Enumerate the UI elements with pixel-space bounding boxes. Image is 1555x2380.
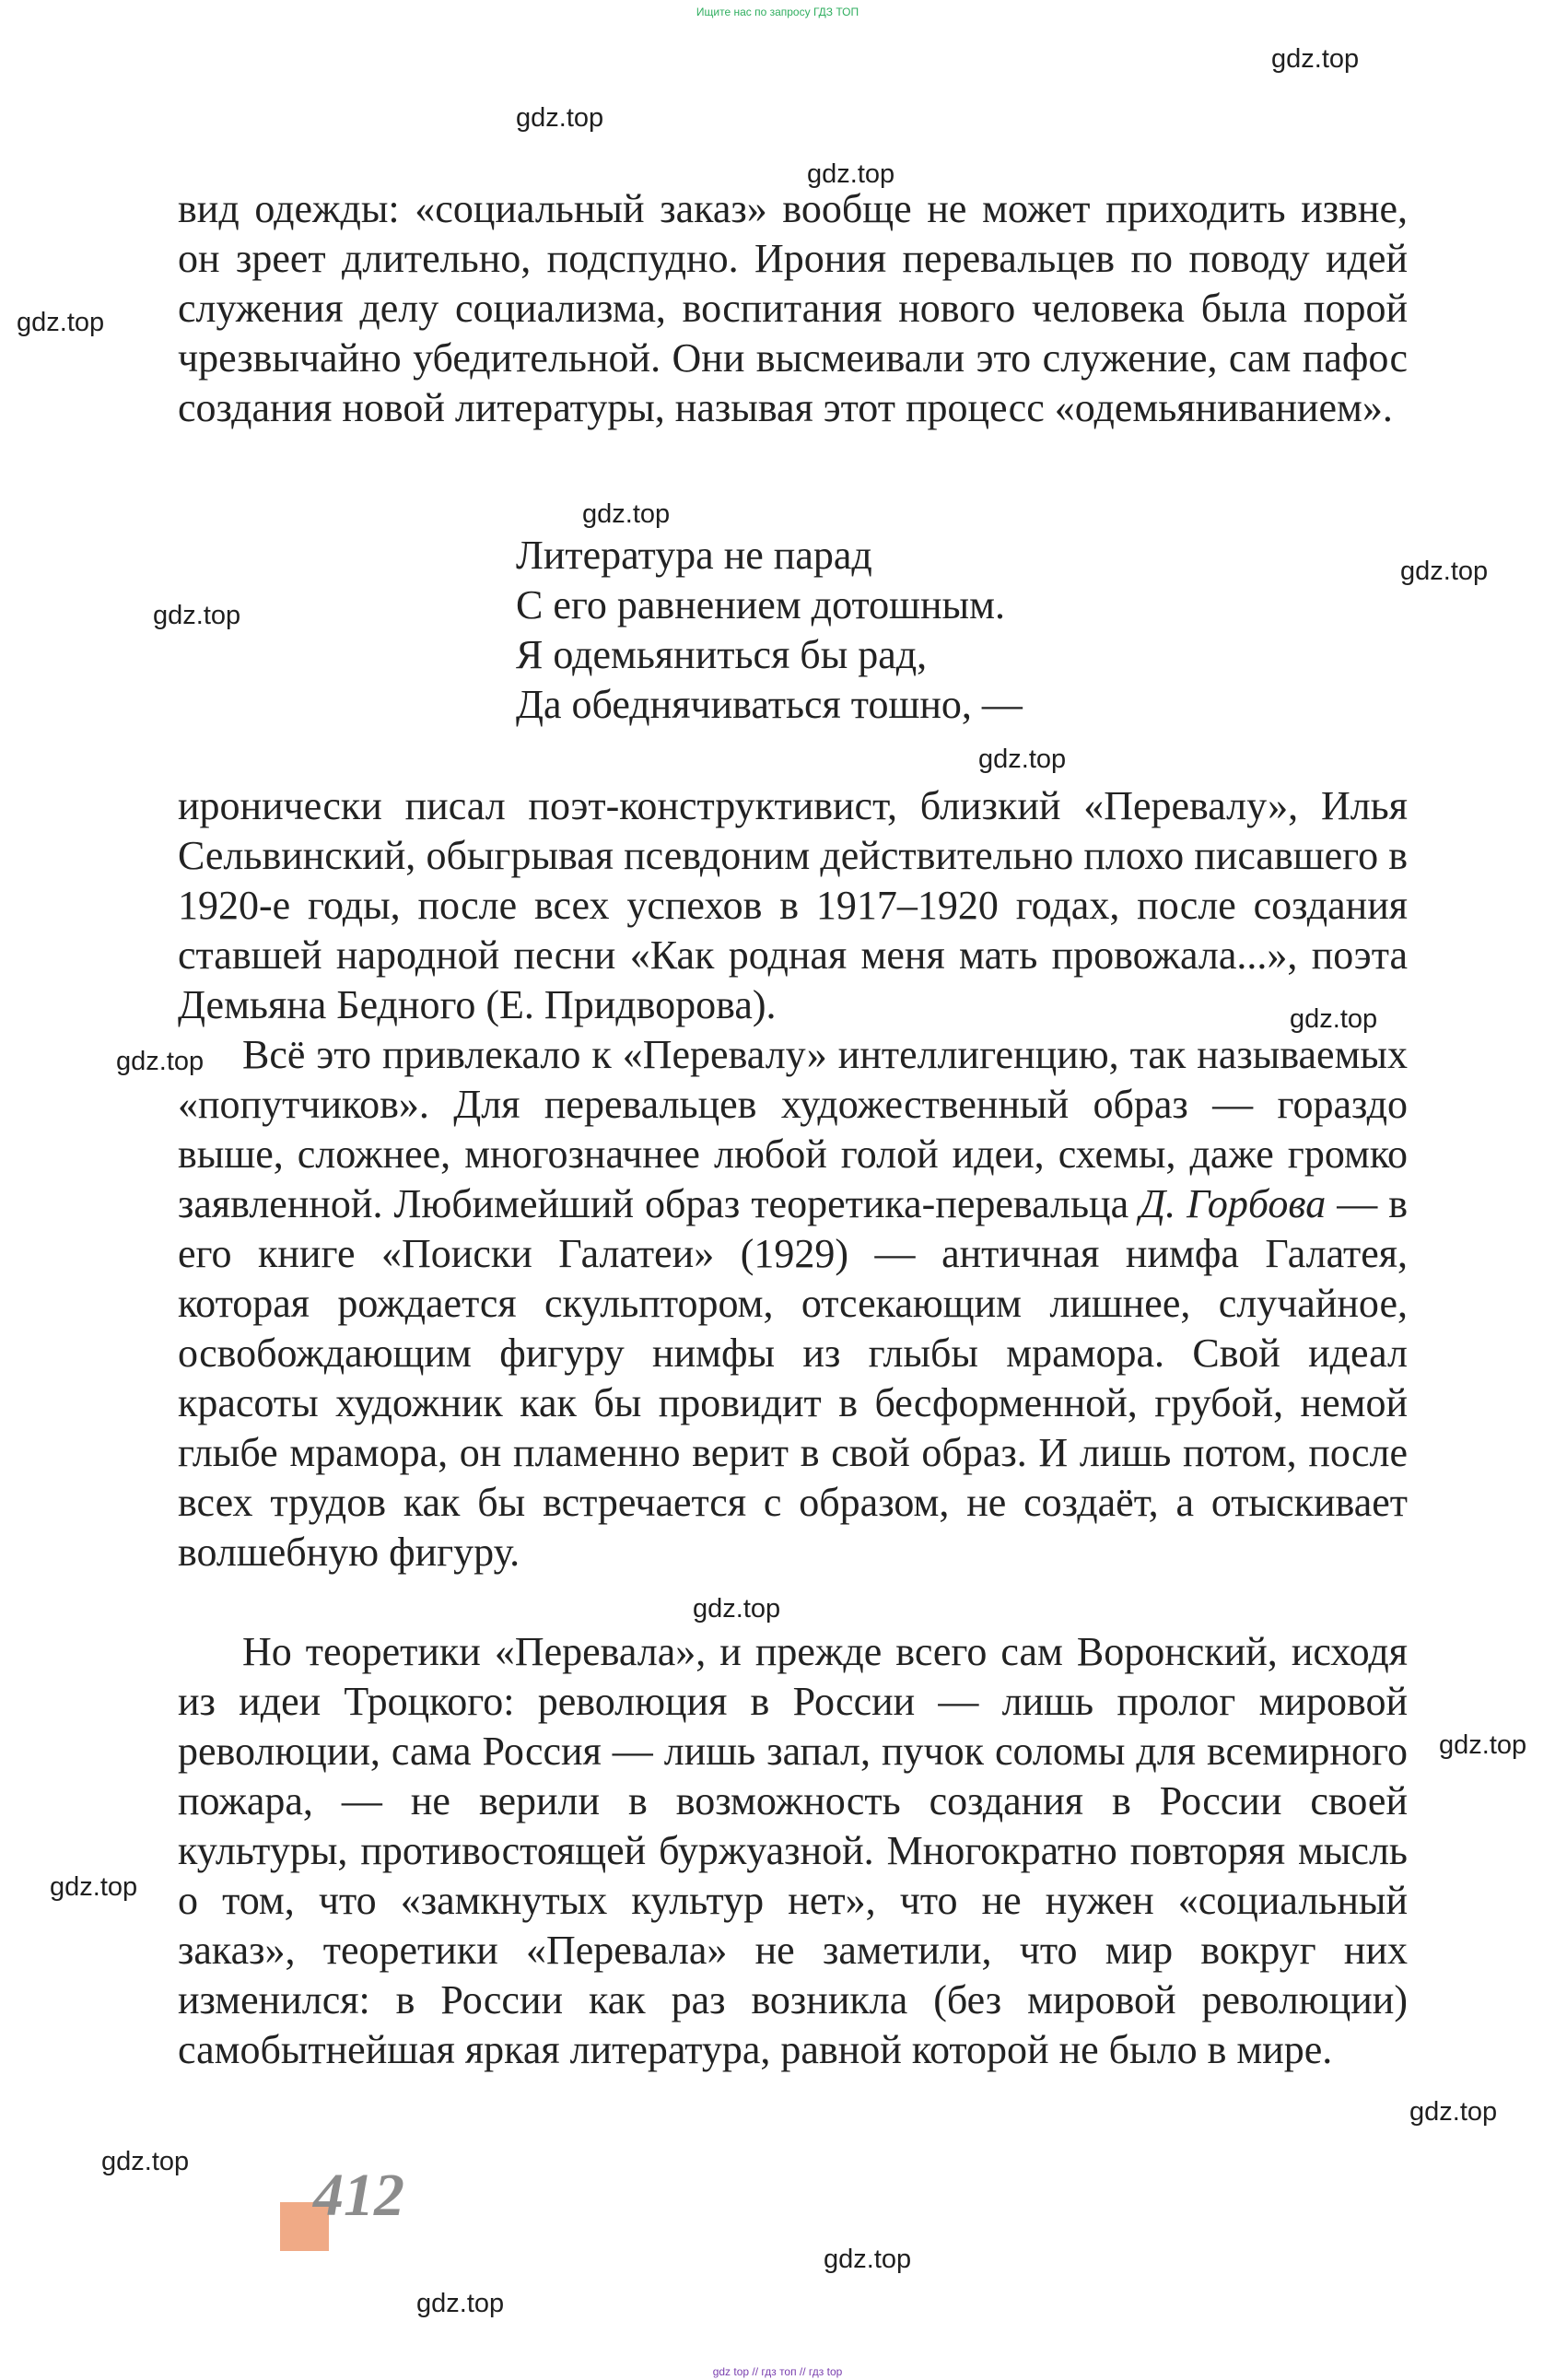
paragraph-2 <box>178 781 1408 1030</box>
watermark: gdz.top <box>17 308 105 337</box>
watermark: gdz.top <box>116 1047 205 1076</box>
watermark: gdz.top <box>416 2289 505 2318</box>
watermark: gdz.top <box>1400 557 1489 586</box>
paragraph-3-before: Всё это привлекало к «Перевалу» интеллигенцию, так называемых «попутчиков». Для перевальцев художественный образ — гораздо выше, сложнее, многозначнее любой голой идеи, схемы, даже громко заявленной. Любимейший образ теоретика-перевальца <box>178 1032 1408 1226</box>
top-banner: Ищите нас по запросу ГДЗ ТОП <box>696 6 859 18</box>
poem-line: Литература не парад <box>516 533 872 578</box>
paragraph-2-text: иронически писал поэт-конструктивист, близкий «Перевалу», Илья Сельвинский, обыгрывая псевдоним действительно плохо писавшего в 1920-е годы, после всех успехов в 1917–1920 годах, после создания ставшей народной песни «Как родная меня мать провожала...», поэта Демьяна Бедного (Е. Придворова). <box>178 783 1408 1027</box>
paragraph-1-text: вид одежды: «социальный заказ» вообще не может приходить извне, он зреет длительно, подспудно. Ирония перевальцев по поводу идей служения делу социализма, воспитания нового человека была порой чрезвычайно убедительной. Они высмеивали это служение, сам пафос создания новой литературы, называя этот процесс «одемьяниванием». <box>178 186 1408 430</box>
paragraph-4-text: Но теоретики «Перевала», и прежде всего сам Воронский, исходя из идеи Троцкого: революция в России — лишь пролог мировой революции, сама Россия — лишь запал, пучок соломы для всемирного пожара, — не верили в возможность создания в России своей культуры, противостоящей буржуазной. Многократно повторяя мысль о том, что «замкнутых культур нет», что не нужен «социальный заказ», теоретики «Перевала» не заметили, что мир вокруг них изменился: в России как раз возникла (без мировой революции) самобытнейшая яркая литература, равной которой не было в мире. <box>178 1629 1408 2072</box>
watermark: gdz.top <box>824 2245 912 2274</box>
watermark: gdz.top <box>50 1872 138 1902</box>
watermark: gdz.top <box>1271 44 1360 74</box>
watermark: gdz.top <box>516 103 604 133</box>
watermark: gdz.top <box>693 1594 781 1624</box>
watermark: gdz.top <box>582 499 671 529</box>
watermark: gdz.top <box>978 744 1067 774</box>
paragraph-1 <box>178 184 1408 433</box>
poem-line: С его равнением дотошным. <box>516 582 1005 627</box>
poem <box>516 531 1023 730</box>
paragraph-4 <box>178 1627 1408 2075</box>
bottom-banner: gdz top // гдз топ // гдз top <box>712 2365 843 2378</box>
paragraph-3 <box>178 1030 1408 1577</box>
watermark: gdz.top <box>1409 2097 1498 2127</box>
watermark: gdz.top <box>101 2147 190 2176</box>
poem-line: Я одемьяниться бы рад, <box>516 632 928 677</box>
watermark: gdz.top <box>1439 1730 1527 1760</box>
watermark: gdz.top <box>1290 1004 1378 1034</box>
page-number: 412 <box>313 2162 404 2229</box>
author-name: Д. Горбова <box>1140 1181 1327 1226</box>
watermark: gdz.top <box>153 601 241 630</box>
poem-line: Да обеднячиваться тошно, — <box>516 682 1023 727</box>
paragraph-3-text <box>178 1030 1408 1577</box>
watermark: gdz.top <box>807 159 895 189</box>
paragraph-3-after: — в его книге «Поиски Галатеи» (1929) — античная нимфа Галатея, которая рождается скульптором, отсекающим лишнее, случайное, освобождающим фигуру нимфы из глыбы мрамора. Свой идеал красоты художник как бы провидит в бесформенной, грубой, немой глыбе мрамора, он пламенно верит в свой образ. И лишь потом, после всех трудов как бы встречается с образом, не создаёт, а отыскивает волшебную фигуру. <box>178 1181 1409 1575</box>
